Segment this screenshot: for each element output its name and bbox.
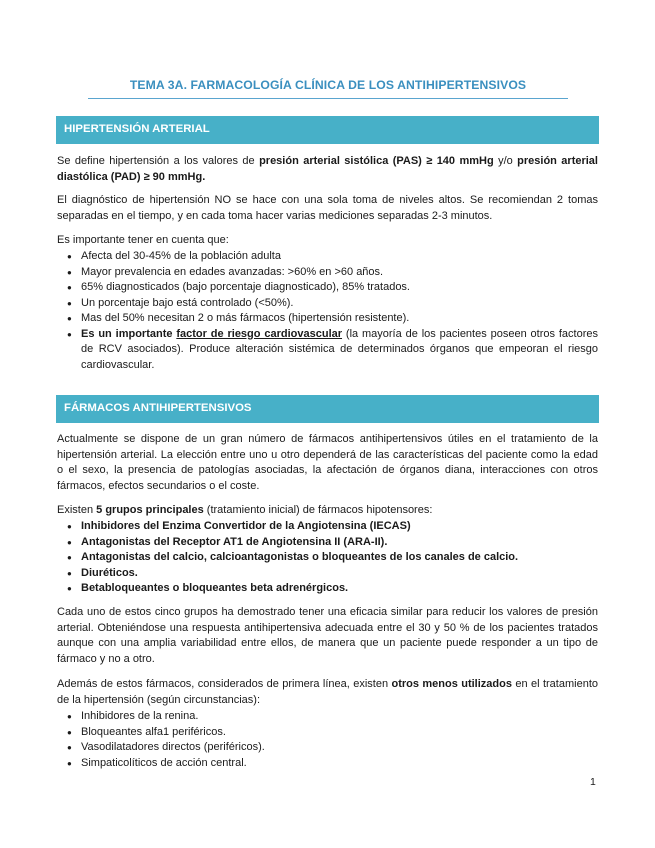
text-run: Además de estos fármacos, considerados de primera línea, existen bbox=[57, 678, 392, 690]
underlined-bold-run: factor de riesgo cardiovascular bbox=[176, 327, 343, 340]
definition-paragraph bbox=[57, 154, 598, 185]
groups-intro-paragraph bbox=[57, 503, 598, 519]
text-run: (tratamiento inicial) de fármacos hipotensores: bbox=[203, 504, 433, 516]
bold-run: 5 grupos principales bbox=[96, 504, 204, 516]
list-item: ● Betabloqueantes o bloqueantes beta adrenérgicos. bbox=[57, 581, 598, 597]
bold-run: presión arterial diastólica (PAD) ≥ 90 mmHg. bbox=[57, 155, 598, 183]
diagnosis-paragraph: El diagnóstico de hipertensión NO se hace con una sola toma de niveles altos. Se recomiendan 2 tomas separadas en el tiempo, y en cada toma hacer varias mediciones separadas 2-3 minutos. bbox=[57, 194, 598, 222]
list-item: ● Mayor prevalencia en edades avanzadas: >60% en >60 años. bbox=[57, 265, 598, 281]
section-heading-farmacos bbox=[56, 395, 599, 423]
bold-run: Es un importante bbox=[81, 327, 177, 340]
bold-run: presión arterial sistólica (PAS) ≥ 140 mmHg bbox=[259, 155, 494, 167]
page-number: 1 bbox=[590, 776, 596, 788]
list-item: ● Inhibidores de la renina. bbox=[57, 709, 598, 725]
bold-run: otros menos utilizados bbox=[391, 678, 512, 690]
list-item: ● Afecta del 30-45% de la población adulta bbox=[57, 249, 598, 265]
list-item: ● Mas del 50% necesitan 2 o más fármacos (hipertensión resistente). bbox=[57, 311, 598, 327]
section-heading-label: HIPERTENSIÓN ARTERIAL bbox=[64, 123, 210, 135]
page-title: TEMA 3A. FARMACOLOGÍA CLÍNICA DE LOS ANTIHIPERTENSIVOS bbox=[129, 78, 527, 92]
text-run: Existen bbox=[57, 504, 97, 516]
overview-paragraph: Actualmente se dispone de un gran número de fármacos antihipertensivos útiles en el tratamiento de la hipertensión arterial. La elección entre uno u otro dependerá de las características del paciente como la edad o el sexo, la presencia de patologías asociadas, la afectación de órganos diana, interacciones con otros fármacos, efectos secundarios o el coste. bbox=[57, 433, 598, 492]
list-item: ● Bloqueantes alfa1 periféricos. bbox=[57, 725, 598, 741]
other-drugs-list bbox=[57, 709, 598, 771]
section-heading-label: FÁRMACOS ANTIHIPERTENSIVOS bbox=[64, 402, 252, 414]
other-drugs-paragraph bbox=[57, 677, 598, 708]
list-item: ● Diuréticos. bbox=[57, 566, 598, 582]
text-run: (la mayoría de los pacientes poseen otros factores de RCV asociados). Produce alteración sistémica de determinados órganos que empeoran el riesgo cardiovascular. bbox=[81, 327, 599, 371]
list-item: ● 65% diagnosticados (bajo porcentaje diagnosticado), 85% tratados. bbox=[57, 280, 598, 296]
list-item: ● Un porcentaje bajo está controlado (<50%). bbox=[57, 296, 598, 312]
list-item bbox=[57, 327, 598, 374]
text-run: y/o bbox=[493, 155, 518, 167]
list-item: ● Antagonistas del Receptor AT1 de Angiotensina II (ARA-II). bbox=[57, 535, 598, 551]
list-item: ● Vasodilatadores directos (periféricos). bbox=[57, 740, 598, 756]
list-item: ● Antagonistas del calcio, calcioantagonistas o bloqueantes de los canales de calcio. bbox=[57, 550, 598, 566]
list-item: ● Inhibidores del Enzima Convertidor de la Angiotensina (IECAS) bbox=[57, 519, 598, 535]
intro-paragraph: Es importante tener en cuenta que: bbox=[57, 234, 229, 246]
list-item: ● Simpaticolíticos de acción central. bbox=[57, 756, 598, 772]
title-underline bbox=[88, 98, 568, 99]
facts-list bbox=[57, 249, 598, 373]
main-groups-list bbox=[57, 519, 598, 597]
text-run: en el tratamiento de la hipertensión (según circunstancias): bbox=[57, 678, 598, 706]
section-heading-hipertension bbox=[56, 116, 599, 144]
efficacy-paragraph: Cada uno de estos cinco grupos ha demostrado tener una eficacia similar para reducir los valores de presión arterial. Obteniéndose una respuesta antihipertensiva adecuada entre el 30 y 50 % de los pacientes tratados aunque con una amplia variabilidad entre ellos, de manera que un paciente puede responder a un tipo de fármaco y no a otro. bbox=[57, 606, 598, 665]
text-run: Se define hipertensión a los valores de bbox=[57, 155, 260, 167]
